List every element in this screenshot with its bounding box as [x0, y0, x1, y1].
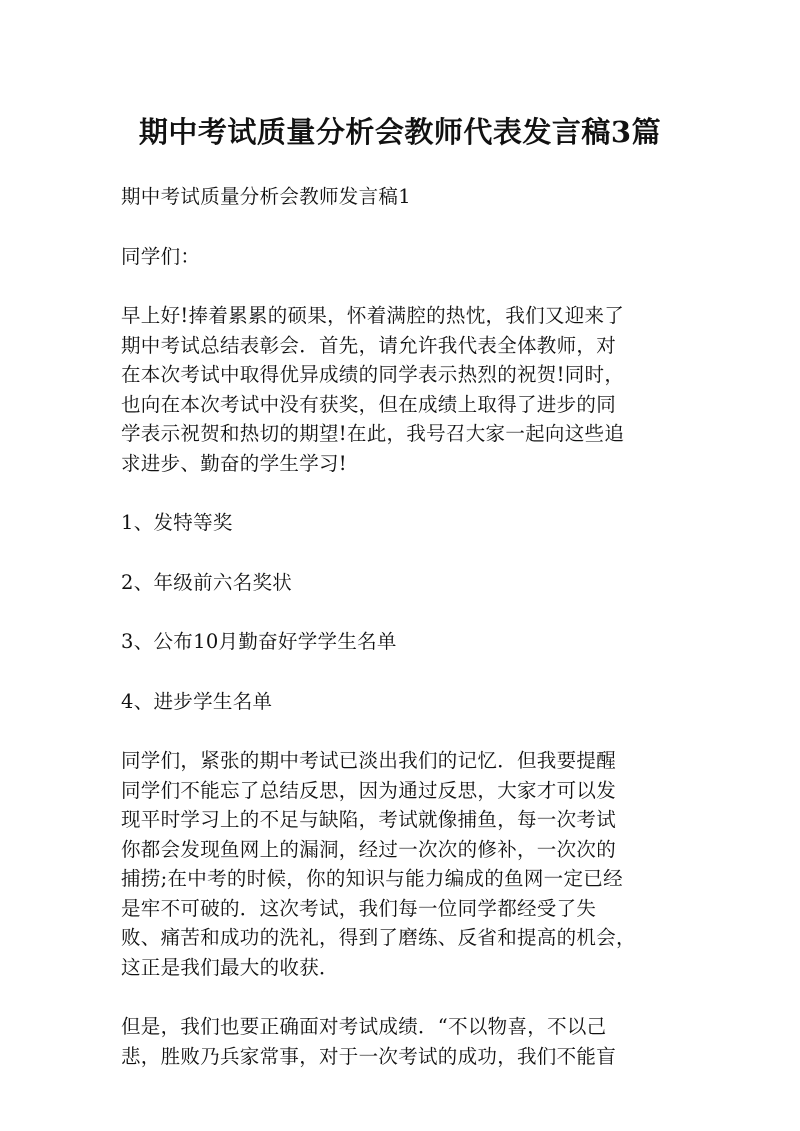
paragraph-attitude: 但是，我们也要正确面对考试成绩．“不以物喜，不以己 悲，胜败乃兵家常事，对于一次考试的成功，我们不能盲	[121, 1015, 617, 1068]
section-heading: 期中考试质量分析会教师发言稿1	[121, 185, 411, 208]
paragraph-reflection: 同学们，紧张的期中考试已淡出我们的记忆．但我要提醒 同学们不能忘了总结反思，因为通过反思，大家才可以发 现平时学习上的不足与缺陷，考试就像捕鱼，每一次考试 你都会发现鱼网上的漏洞，经过一次次的修补，一次次的 捕捞;在中考的时候，你的知识与能力编成的鱼网一定已经 是牢不可破的．这次考试，我们每一位同学都经受了失 败、痛苦和成功的洗礼，得到了磨练、反省和提高的机会， 这正是我们最大的收获．	[121, 749, 636, 979]
greeting: 同学们：	[121, 244, 201, 268]
document-body	[121, 182, 681, 1101]
list-item: 2、年级前六名奖状	[121, 570, 293, 594]
list-item: 1、发特等奖	[121, 511, 233, 534]
list-item: 4、进步学生名单	[121, 689, 273, 713]
paragraph-opening: 早上好!捧着累累的硕果，怀着满腔的热忱，我们又迎来了 期中考试总结表彰会．首先，请允许我代表全体教师，对 在本次考试中取得优异成绩的同学表示热烈的祝贺!同时， 也向在本次考试中没有获奖，但在成绩上取得了进步的同 学表示祝贺和热切的期望!在此，我号召大家一起向这些追 求进步、勤奋的学生学习!	[121, 304, 625, 475]
document-title: 期中考试质量分析会教师代表发言稿3篇	[138, 115, 662, 149]
list-item: 3、公布10月勤奋好学学生名单	[121, 630, 397, 653]
